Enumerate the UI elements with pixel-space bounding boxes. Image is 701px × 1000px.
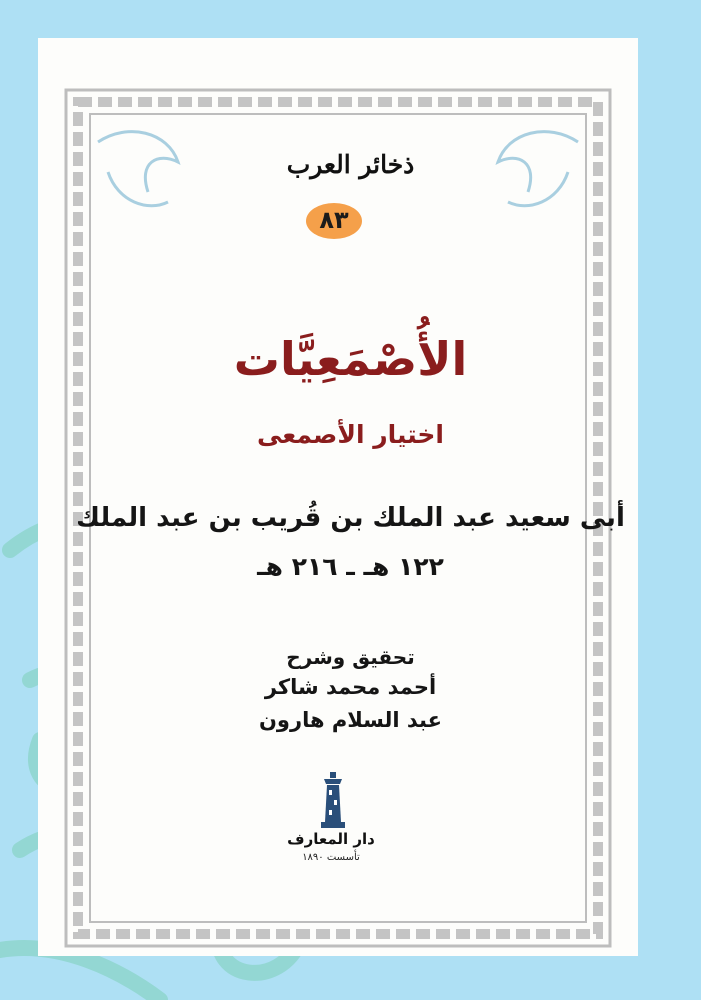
publisher-founded: تأسست ١٨٩٠ [302,852,360,863]
editing-role: تحقيق وشرح [286,645,415,669]
book-title: الأُصْمَعِيَّات [233,332,468,386]
publisher-name: دار المعارف [287,830,375,848]
series-title: ذخائر العرب [286,150,415,179]
author-name: أبى سعيد عبد الملك بن قُريب بن عبد الملك [76,503,625,533]
author-dates: ١٢٢ هـ ـ ٢١٦ هـ [257,552,444,581]
book-subtitle: اختيار الأصمعى [257,420,444,449]
editor-name-2: عبد السلام هارون [259,708,442,732]
editor-name-1: أحمد محمد شاكر [264,675,437,699]
series-number: ٨٣ [319,206,349,234]
lighthouse-icon [318,770,348,832]
